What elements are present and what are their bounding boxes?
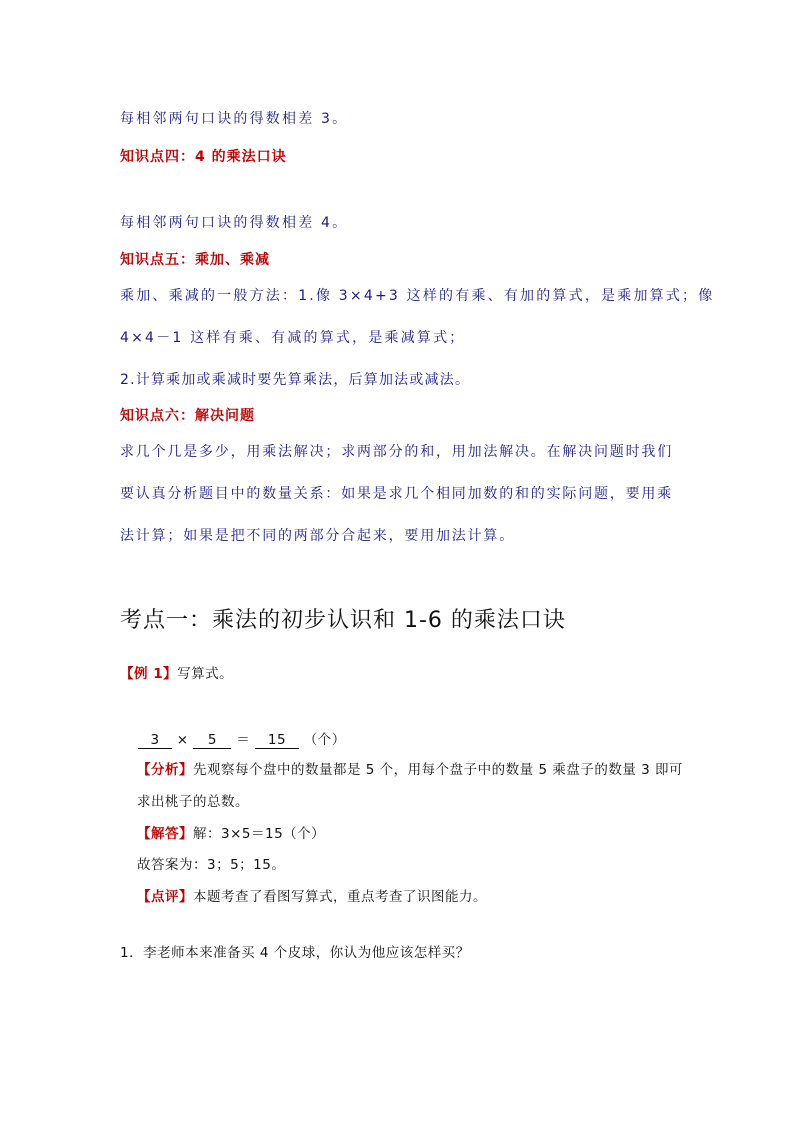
knowledge-text-3a: 乘加、乘减的一般方法：1.像 3×4+3 这样的有乘、有加的算式，是乘加算式；像 [120, 288, 715, 304]
knowledge-text-2: 每相邻两句口诀的得数相差 4。 [120, 215, 349, 231]
knowledge-point-5-heading: 知识点五：乘加、乘减 [120, 252, 270, 268]
answer-tag: 【解答】 [137, 826, 193, 842]
knowledge-text-3b: 4×4－1 这样有乘、有减的算式，是乘减算式； [120, 330, 466, 346]
knowledge-text-4: 2.计算乘加或乘减时要先算乘法，后算加法或减法。 [120, 372, 471, 388]
knowledge-text-5a: 求几个几是多少，用乘法解决；求两部分的和，用加法解决。在解决问题时我们 [120, 444, 673, 460]
comment-line [137, 885, 487, 905]
equation-blank-3: 15 [255, 732, 299, 749]
comment-text: 本题考查了看图写算式，重点考查了识图能力。 [193, 889, 487, 905]
result-text: 故答案为：3；5；15。 [137, 857, 286, 873]
equation-blank-2: 5 [193, 732, 231, 749]
section-title: 考点一：乘法的初步认识和 1-6 的乘法口诀 [120, 608, 566, 633]
question-1: 1．李老师本来准备买 4 个皮球，你认为他应该怎样买？ [120, 945, 470, 961]
knowledge-text-5c: 法计算；如果是把不同的两部分合起来，要用加法计算。 [120, 528, 515, 544]
knowledge-point-6-heading: 知识点六：解决问题 [120, 408, 255, 424]
analysis-tag: 【分析】 [137, 762, 193, 778]
knowledge-text-1: 每相邻两句口诀的得数相差 3。 [120, 111, 349, 127]
answer-text: 解：3×5＝15（个） [193, 826, 326, 842]
equation-line [138, 728, 346, 749]
knowledge-point-4-heading: 知识点四：4 的乘法口诀 [120, 149, 287, 165]
analysis-text-a: 先观察每个盘中的数量都是 5 个，用每个盘子中的数量 5 乘盘子的数量 3 即可 [193, 762, 684, 778]
equation-blank-1: 3 [138, 732, 172, 749]
example-prompt: 写算式。 [177, 666, 234, 682]
answer-line [137, 822, 325, 842]
knowledge-text-5b: 要认真分析题目中的数量关系：如果是求几个相同加数的和的实际问题，要用乘 [120, 486, 673, 502]
equation-equals: ＝ [236, 732, 251, 748]
analysis-text-b: 求出桃子的总数。 [137, 794, 249, 810]
comment-tag: 【点评】 [137, 889, 193, 905]
equation-unit: （个） [303, 732, 346, 748]
analysis-line-1 [137, 758, 683, 778]
equation-times: × [176, 732, 189, 748]
example-1-line [120, 662, 233, 682]
example-tag: 【例 1】 [120, 666, 178, 682]
